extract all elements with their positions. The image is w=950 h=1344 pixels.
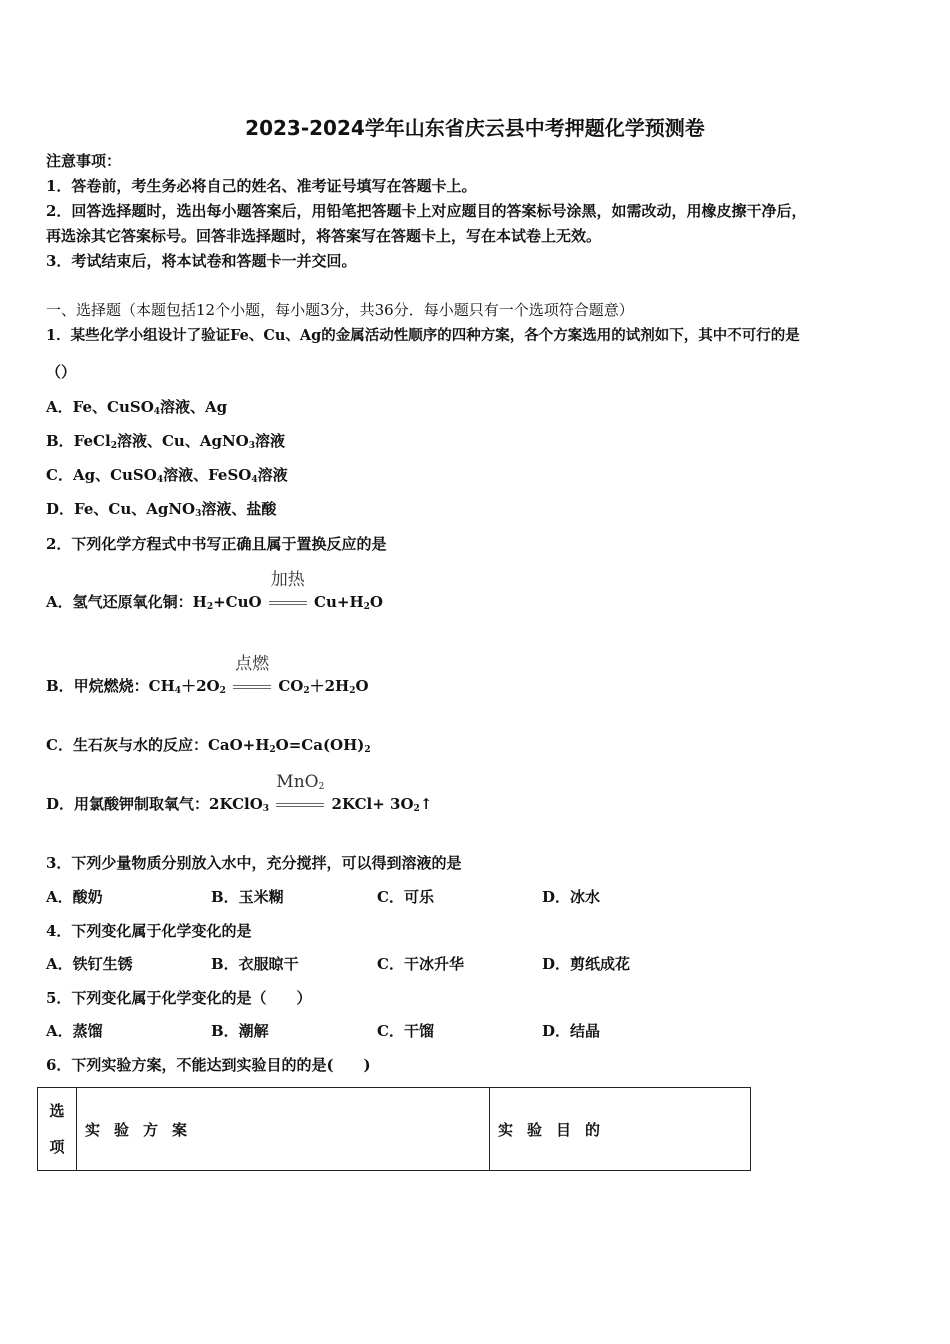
table-header-plan: 实验方案 <box>77 1088 490 1171</box>
question-2-option-a: A．氢气还原氧化铜：$H_2+CuO$ 加热 $Cu+H_2O$ <box>46 570 383 612</box>
question-3-stem: 3．下列少量物质分别放入水中，充分搅拌，可以得到溶液的是 <box>46 854 462 872</box>
notice-item: 再选涂其它答案标号。回答非选择题时，将答案写在答题卡上，写在本试卷上无效。 <box>46 227 602 245</box>
notice-item: 1．答卷前，考生务必将自己的姓名、准考证号填写在答题卡上。 <box>46 177 477 195</box>
question-5-stem: 5．下列变化属于化学变化的是（ ） <box>46 989 312 1007</box>
question-4-option: A．铁钉生锈 <box>46 955 133 973</box>
page-title: 2023-2024学年山东省庆云县中考押题化学预测卷 <box>245 116 705 140</box>
table-header-purpose: 实验目的 <box>490 1088 751 1171</box>
notice-item: 3．考试结束后，将本试卷和答题卡一并交回。 <box>46 252 357 270</box>
question-2-stem: 2．下列化学方程式中书写正确且属于置换反应的是 <box>46 535 387 553</box>
question-3-option: C．可乐 <box>377 888 434 906</box>
question-1-paren: （） <box>46 363 77 381</box>
question-1-stem: 1．某些化学小组设计了验证Fe、Cu、Ag的金属活动性顺序的四种方案，各个方案选用的试剂如下，其中不可行的是 <box>46 327 800 344</box>
question-2-option-b: B．甲烷燃烧：$CH_4+2O_2$ 点燃 $CO_2+2H_2O$ <box>46 654 369 696</box>
question-5-option: D．结晶 <box>542 1022 601 1040</box>
reaction-condition: MnO$_2$ <box>276 794 324 814</box>
question-3-option: B．玉米糊 <box>211 888 284 906</box>
question-4-option: D．剪纸成花 <box>542 955 631 973</box>
experiment-table <box>37 1087 751 1171</box>
question-1-option-d: D．Fe、Cu、AgNO$_3$溶液、盐酸 <box>46 500 277 519</box>
question-5-option: A．蒸馏 <box>46 1022 103 1040</box>
reaction-condition: 点燃 <box>233 676 271 696</box>
question-5-option: C．干馏 <box>377 1022 434 1040</box>
question-1-option-b: B．FeCl$_2$溶液、Cu、AgNO$_3$溶液 <box>46 432 285 451</box>
notice-item: 2．回答选择题时，选出每小题答案后，用铅笔把答题卡上对应题目的答案标号涂黑，如需改动，用橡皮擦干净后， <box>46 202 807 220</box>
question-4-option: C．干冰升华 <box>377 955 464 973</box>
question-6-stem: 6．下列实验方案，不能达到实验目的的是( ) <box>46 1056 371 1074</box>
notice-heading: 注意事项： <box>46 152 122 170</box>
question-3-option: A．酸奶 <box>46 888 103 906</box>
reaction-condition: 加热 <box>269 592 307 612</box>
question-4-option: B．衣服晾干 <box>211 955 299 973</box>
question-5-option: B．潮解 <box>211 1022 269 1040</box>
question-2-option-c: C．生石灰与水的反应：$CaO+H_2O=Ca(OH)_2$ <box>46 736 371 755</box>
question-2-option-d: D．用氯酸钾制取氧气：2KClO$_3$ MnO$_2$ $2KCl+ 3O_2↑$ <box>46 772 433 814</box>
question-1-option-c: C．Ag、CuSO$_4$溶液、FeSO$_4$溶液 <box>46 466 288 485</box>
question-1-option-a: A．Fe、CuSO$_4$溶液、Ag <box>46 398 228 417</box>
question-3-option: D．冰水 <box>542 888 601 906</box>
section-heading: 一、选择题（本题包括12个小题，每小题3分，共36分．每小题只有一个选项符合题意） <box>46 301 634 319</box>
table-header-option: 选 项 <box>38 1088 77 1171</box>
question-4-stem: 4．下列变化属于化学变化的是 <box>46 922 252 940</box>
